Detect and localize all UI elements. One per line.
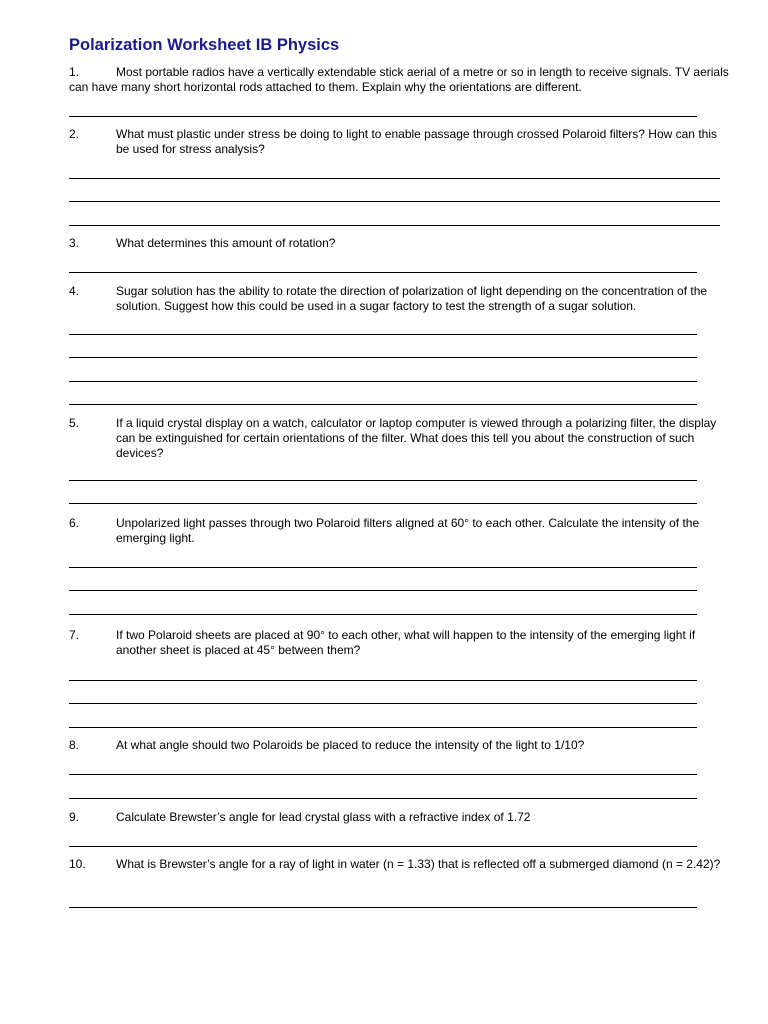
answer-line[interactable] (69, 774, 697, 775)
answer-line[interactable] (69, 116, 697, 117)
answer-line[interactable] (69, 178, 720, 179)
answer-line[interactable] (69, 201, 720, 202)
question-text: If two Polaroid sheets are placed at 90° to each other, what will happen to the intensity of the emerging light if another sheet is placed at 45° between them? (116, 628, 696, 657)
question-text: Sugar solution has the ability to rotate the direction of polarization of light depending on the concentration of the solution. Suggest how this could be used in a sugar factory to test the strength of a sugar solution. (116, 284, 708, 313)
answer-line[interactable] (69, 334, 697, 335)
answer-line[interactable] (69, 272, 697, 273)
answer-line[interactable] (69, 614, 697, 615)
question-number: 7. (69, 628, 80, 642)
question-number: 8. (69, 738, 80, 752)
question-1 (69, 65, 729, 95)
question-10 (69, 857, 729, 872)
question-text: If a liquid crystal display on a watch, calculator or laptop computer is viewed through a polarizing filter, the display can be extinguished for certain orientations of the filter. What does this tell you about the construction of such devices? (116, 416, 717, 460)
answer-line[interactable] (69, 357, 697, 358)
question-text: Most portable radios have a vertically extendable stick aerial of a metre or so in length to receive signals. TV aerials can have many short horizontal rods attached to them. Explain why the orientations are different. (69, 65, 729, 94)
question-number: 6. (69, 516, 80, 530)
question-number: 4. (69, 284, 80, 298)
answer-line[interactable] (69, 404, 697, 405)
question-text: What determines this amount of rotation? (116, 236, 336, 250)
question-text: What is Brewster’s angle for a ray of light in water (n = 1.33) that is reflected off a submerged diamond (n = 2.42)? (116, 857, 721, 871)
question-5 (69, 416, 729, 461)
question-number: 5. (69, 416, 80, 430)
question-text: What must plastic under stress be doing to light to enable passage through crossed Polaroid filters? How can this be used for stress analysis? (116, 127, 717, 156)
answer-line[interactable] (69, 703, 697, 704)
question-number: 3. (69, 236, 80, 250)
question-2 (69, 127, 729, 157)
answer-line[interactable] (69, 846, 697, 847)
answer-line[interactable] (69, 381, 697, 382)
answer-line[interactable] (69, 590, 697, 591)
answer-line[interactable] (69, 480, 697, 481)
question-text: Unpolarized light passes through two Polaroid filters aligned at 60° to each other. Calculate the intensity of the emerging light. (116, 516, 700, 545)
answer-line[interactable] (69, 727, 697, 728)
answer-line[interactable] (69, 567, 697, 568)
question-7 (69, 628, 729, 658)
page-title: Polarization Worksheet IB Physics (69, 36, 340, 54)
question-number: 10. (69, 857, 86, 871)
question-number: 2. (69, 127, 80, 141)
question-8 (69, 738, 729, 753)
question-4 (69, 284, 729, 314)
question-text: Calculate Brewster’s angle for lead crystal glass with a refractive index of 1.72 (116, 810, 531, 824)
answer-line[interactable] (69, 225, 720, 226)
question-number: 9. (69, 810, 80, 824)
question-9 (69, 810, 729, 825)
question-number: 1. (69, 65, 80, 79)
answer-line[interactable] (69, 798, 697, 799)
answer-line[interactable] (69, 907, 697, 908)
answer-line[interactable] (69, 503, 697, 504)
question-text: At what angle should two Polaroids be placed to reduce the intensity of the light to 1/10? (116, 738, 585, 752)
answer-line[interactable] (69, 680, 697, 681)
question-6 (69, 516, 729, 546)
question-3 (69, 236, 729, 251)
